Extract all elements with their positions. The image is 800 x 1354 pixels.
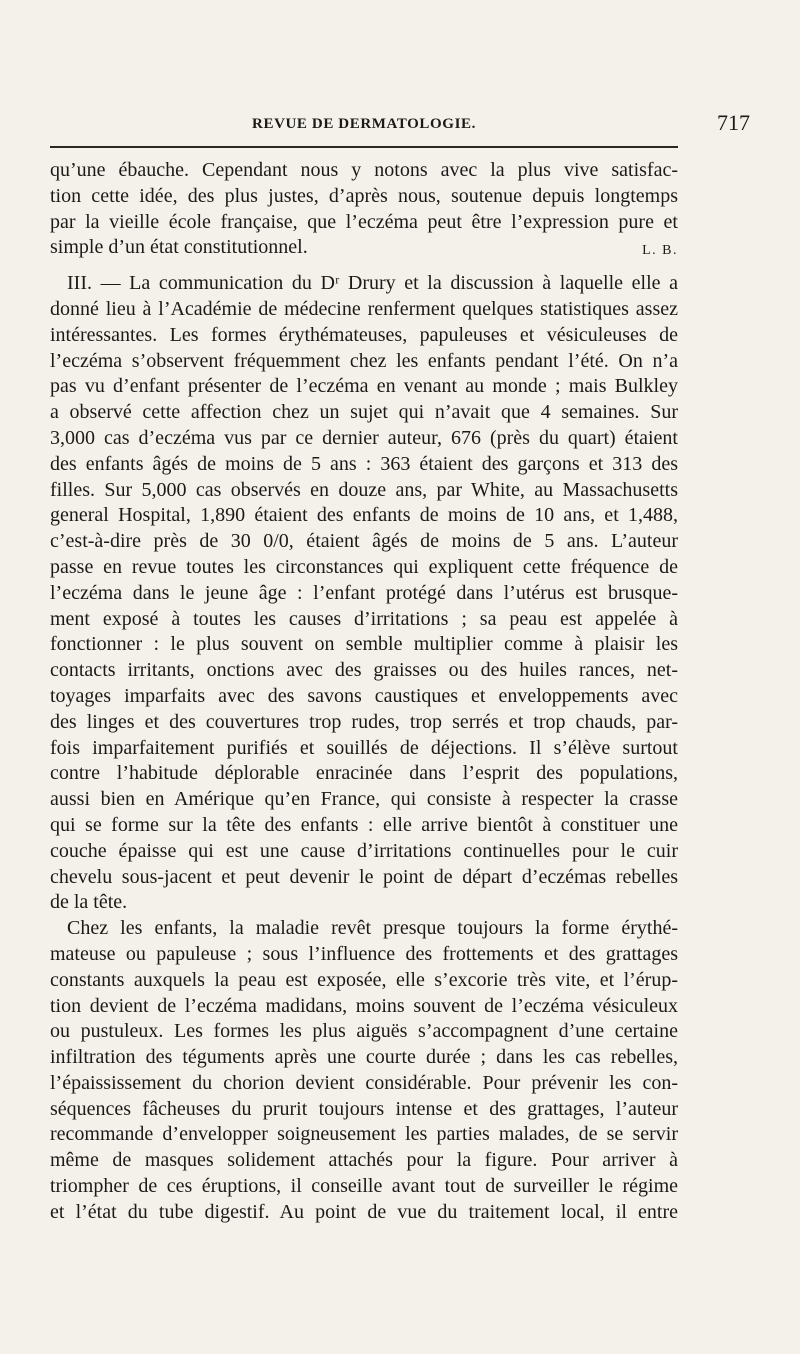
paragraph-line: Chez les enfants, la maladie revêt presque toujours la forme érythé- bbox=[67, 917, 678, 940]
intro-last-line bbox=[50, 235, 678, 261]
paragraph-line: infiltration des téguments après une courte durée ; dans les cas rebelles, bbox=[50, 1046, 678, 1069]
intro-line: simple d’un état constitutionnel. bbox=[50, 236, 308, 259]
intro-line: par la vieille école française, que l’eczéma peut être l’expression pure et bbox=[50, 210, 678, 233]
paragraph-line: qui se forme sur la tête des enfants : elle arrive bientôt à constituer une bbox=[50, 813, 678, 836]
paragraph-line: de la tête. bbox=[50, 891, 128, 914]
paragraph-line: fonctionner : le plus souvent on semble multiplier comme à plaisir les bbox=[50, 633, 678, 656]
paragraph-line: filles. Sur 5,000 cas observés en douze ans, par White, au Massachusetts bbox=[50, 478, 678, 501]
paragraph-line: aussi bien en Amérique qu’en France, qui consiste à respecter la crasse bbox=[50, 788, 678, 811]
section-heading-line: III. — La communication du Dʳ Drury et la discussion à laquelle elle a bbox=[67, 272, 678, 295]
paragraph-line: contacts irritants, onctions avec des graisses ou des huiles rances, net- bbox=[50, 659, 678, 682]
paragraph-line: des linges et des couvertures trop rudes, trop serrés et trop chauds, par- bbox=[50, 710, 678, 733]
paragraph-line: triompher de ces éruptions, il conseille avant tout de surveiller le régime bbox=[50, 1175, 678, 1198]
paragraph-line: chevelu sous-jacent et peut devenir le point de départ d’eczémas rebelles bbox=[50, 865, 678, 888]
header-rule bbox=[50, 146, 678, 148]
paragraph-line: donné lieu à l’Académie de médecine renferment quelques statistiques assez bbox=[50, 297, 678, 320]
paragraph-line: general Hospital, 1,890 étaient des enfants de moins de 10 ans, et 1,488, bbox=[50, 504, 678, 527]
paragraph-line: séquences fâcheuses du prurit toujours intense et des grattages, l’auteur bbox=[50, 1097, 678, 1120]
paragraph-line: toyages imparfaits avec des savons caustiques et enveloppements avec bbox=[50, 684, 678, 707]
intro-line: tion cette idée, des plus justes, d’après nous, soutenue depuis longtemps bbox=[50, 184, 678, 207]
paragraph-line: l’eczéma s’observent fréquemment chez les enfants pendant l’été. On n’a bbox=[50, 349, 678, 372]
paragraph-line: recommande d’envelopper soigneusement les parties malades, de se servir bbox=[50, 1123, 678, 1146]
paragraph-line: tion devient de l’eczéma madidans, moins souvent de l’eczéma vésiculeux bbox=[50, 994, 678, 1017]
paragraph-line: même de masques solidement attachés pour la figure. Pour arriver à bbox=[50, 1149, 678, 1172]
paragraph-line: fois imparfaitement purifiés et souillés de déjections. Il s’élève surtout bbox=[50, 736, 678, 759]
paragraph-line: ment exposé à toutes les causes d’irritations ; sa peau est appelée à bbox=[50, 607, 678, 630]
body-text bbox=[50, 158, 678, 1226]
paragraph-line: a observé cette affection chez un sujet qui n’avait que 4 semaines. Sur bbox=[50, 401, 678, 424]
running-title: REVUE DE DERMATOLOGIE. bbox=[252, 116, 476, 132]
paragraph-line: l’épaississement du chorion devient considérable. Pour prévenir les con- bbox=[50, 1071, 678, 1094]
paragraph-line: couche épaisse qui est une cause d’irritations continuelles pour le cuir bbox=[50, 839, 678, 862]
paragraph-line: constants auxquels la peau est exposée, elle s’excorie très vite, et l’érup- bbox=[50, 968, 678, 991]
paragraph-line: ou pustuleux. Les formes les plus aiguës s’accompagnent d’une certaine bbox=[50, 1020, 678, 1043]
paragraph-line: c’est-à-dire près de 30 0/0, étaient âgés de moins de 5 ans. L’auteur bbox=[50, 530, 678, 553]
paragraph-line: passe en revue toutes les circonstances qui expliquent cette fréquence de bbox=[50, 555, 678, 578]
paragraph-line: pas vu d’enfant présenter de l’eczéma en venant au monde ; mais Bulkley bbox=[50, 375, 678, 398]
page-number: 717 bbox=[717, 110, 750, 135]
intro-line: qu’une ébauche. Cependant nous y notons avec la plus vive satisfac- bbox=[50, 159, 678, 181]
paragraph-line: et l’état du tube digestif. Au point de vue du traitement local, il entre bbox=[50, 1200, 678, 1223]
paragraph-line: 3,000 cas d’eczéma vus par ce dernier auteur, 676 (près du quart) étaient bbox=[50, 426, 678, 449]
paragraph-line: l’eczéma dans le jeune âge : l’enfant protégé dans l’utérus est brusque- bbox=[50, 581, 678, 604]
paragraph-gap bbox=[50, 261, 678, 271]
paragraph-line: des enfants âgés de moins de 5 ans : 363 étaient des garçons et 313 des bbox=[50, 452, 678, 475]
paragraph-line: contre l’habitude déplorable enracinée dans l’esprit des populations, bbox=[50, 762, 678, 785]
paragraph-line: intéressantes. Les formes érythémateuses, papuleuses et vésiculeuses de bbox=[50, 323, 678, 346]
page-header bbox=[50, 108, 750, 138]
paragraph-line: mateuse ou papuleuse ; sous l’influence des frottements et des grattages bbox=[50, 942, 678, 965]
author-signature: L. B. bbox=[642, 243, 678, 259]
